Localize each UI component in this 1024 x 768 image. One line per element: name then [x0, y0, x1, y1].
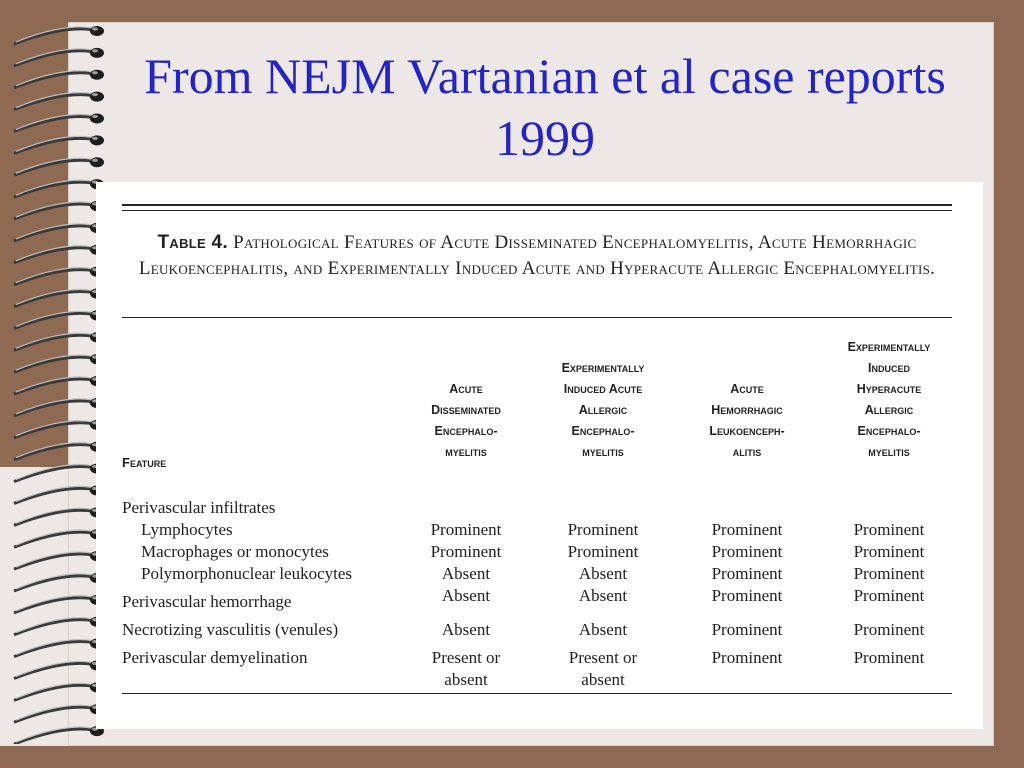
spiral-coil — [14, 573, 104, 591]
top-rule-inner — [122, 210, 952, 211]
column-header-line: Encephalo- — [434, 424, 498, 438]
column-header-line: Encephalo- — [571, 424, 635, 438]
spiral-coil — [14, 485, 104, 503]
column-header-line: myelitis — [868, 445, 910, 459]
table-cell: Absent — [578, 564, 628, 583]
spiral-coil — [14, 660, 104, 678]
spiral-coil — [14, 70, 104, 88]
table-cell: Prominent — [711, 542, 783, 561]
column-header-adem — [396, 358, 536, 463]
column-header-eiae — [532, 337, 674, 463]
table-cell: Prominent — [711, 520, 783, 539]
spiral-coil — [14, 354, 104, 372]
column-header-line: Experimentally — [847, 340, 931, 354]
spiral-coil — [14, 595, 104, 613]
spiral-coil — [14, 92, 104, 110]
table-image — [96, 182, 983, 729]
spiral-coil — [14, 398, 104, 416]
column-header-line: myelitis — [582, 445, 624, 459]
spiral-coil — [14, 682, 104, 700]
spiral-coil — [14, 223, 104, 241]
table-cell: Present or — [431, 648, 501, 667]
table-cell: Prominent — [567, 520, 639, 539]
table-cell: Prominent — [853, 564, 925, 583]
column-header-hyperacute — [818, 337, 960, 463]
spiral-coil — [14, 704, 104, 722]
slide-title: From NEJM Vartanian et al case reports 1999 — [144, 48, 946, 166]
table-cell: absent — [444, 670, 488, 689]
column-header-line: Induced — [868, 361, 910, 375]
row-label-demyelination: Perivascular demyelination — [122, 648, 308, 667]
top-rule — [122, 204, 952, 206]
column-header-line: myelitis — [445, 445, 487, 459]
spiral-coil — [14, 201, 104, 219]
table-cell: Prominent — [430, 520, 502, 539]
spiral-coil — [14, 639, 104, 657]
table-cell: Prominent — [853, 648, 925, 667]
table-cell: Absent — [441, 586, 491, 605]
table-cell: Prominent — [853, 542, 925, 561]
table-cell: Prominent — [711, 586, 783, 605]
table-caption — [122, 230, 952, 282]
column-header-line: Allergic — [864, 403, 914, 417]
row-label-macrophages: Macrophages or monocytes — [141, 542, 329, 561]
spiral-coil — [14, 551, 104, 569]
table-cell: Prominent — [711, 620, 783, 639]
spiral-coil — [14, 135, 104, 153]
row-label-infiltrates: Perivascular infiltrates — [122, 498, 276, 517]
spiral-coil — [14, 179, 104, 197]
row-label-hemorrhage: Perivascular hemorrhage — [122, 592, 292, 611]
table-cell: Present or — [568, 648, 638, 667]
spiral-coil — [14, 289, 104, 307]
caption-rule — [122, 317, 952, 318]
spiral-coil — [14, 442, 104, 460]
spiral-coil — [14, 420, 104, 438]
column-header-line: Allergic — [578, 403, 628, 417]
column-header-line: Encephalo- — [857, 424, 921, 438]
row-label-lymphocytes: Lymphocytes — [141, 520, 233, 539]
table-cell: Absent — [441, 564, 491, 583]
feature-column-header: Feature — [122, 455, 167, 470]
table-cell: Prominent — [567, 542, 639, 561]
spiral-coil — [14, 310, 104, 328]
spiral-coil — [14, 529, 104, 547]
table-cell: Prominent — [853, 520, 925, 539]
spiral-coil — [14, 507, 104, 525]
spiral-coil — [14, 245, 104, 263]
table-cell: Absent — [578, 620, 628, 639]
column-header-line: Induced Acute — [563, 382, 643, 396]
row-label-pmn: Polymorphonuclear leukocytes — [141, 564, 353, 583]
spiral-coil — [14, 267, 104, 285]
column-header-ahl — [676, 358, 818, 463]
spiral-coil — [14, 617, 104, 635]
spiral-coil — [14, 157, 104, 175]
column-header-line: alitis — [732, 445, 762, 459]
spiral-coil — [14, 332, 104, 350]
column-header-line: Leukoenceph- — [709, 424, 785, 438]
table-cell: Prominent — [711, 648, 783, 667]
table-cell: Absent — [578, 586, 628, 605]
bottom-rule — [122, 693, 952, 694]
spiral-coil — [14, 48, 104, 66]
table-caption-text: Pathological Features of Acute Disseminated Encephalomyelitis, Acute Hemorrhagic Leukoencephalitis, and Experimentally Induced Acute and Hyperacute Allergic Encephalomyelitis. — [138, 232, 936, 279]
table-cell: Prominent — [430, 542, 502, 561]
table-cell: absent — [581, 670, 625, 689]
table-cell: Absent — [441, 620, 491, 639]
spiral-coil — [14, 726, 104, 744]
column-header-line: Hyperacute — [856, 382, 922, 396]
column-header-line: Acute — [449, 382, 483, 396]
column-header-line: Disseminated — [431, 403, 501, 417]
column-header-line: Hemorrhagic — [711, 403, 783, 417]
table-cell: Prominent — [711, 564, 783, 583]
spiral-coil — [14, 26, 104, 44]
table-cell: Prominent — [853, 620, 925, 639]
column-header-line: Experimentally — [561, 361, 645, 375]
table-number: Table 4. — [157, 232, 229, 253]
row-label-vasculitis: Necrotizing vasculitis (venules) — [122, 620, 339, 639]
spiral-coil — [14, 114, 104, 132]
table-cell: Prominent — [853, 586, 925, 605]
spiral-coil — [14, 464, 104, 482]
spiral-coil — [14, 376, 104, 394]
column-header-line: Acute — [730, 382, 764, 396]
